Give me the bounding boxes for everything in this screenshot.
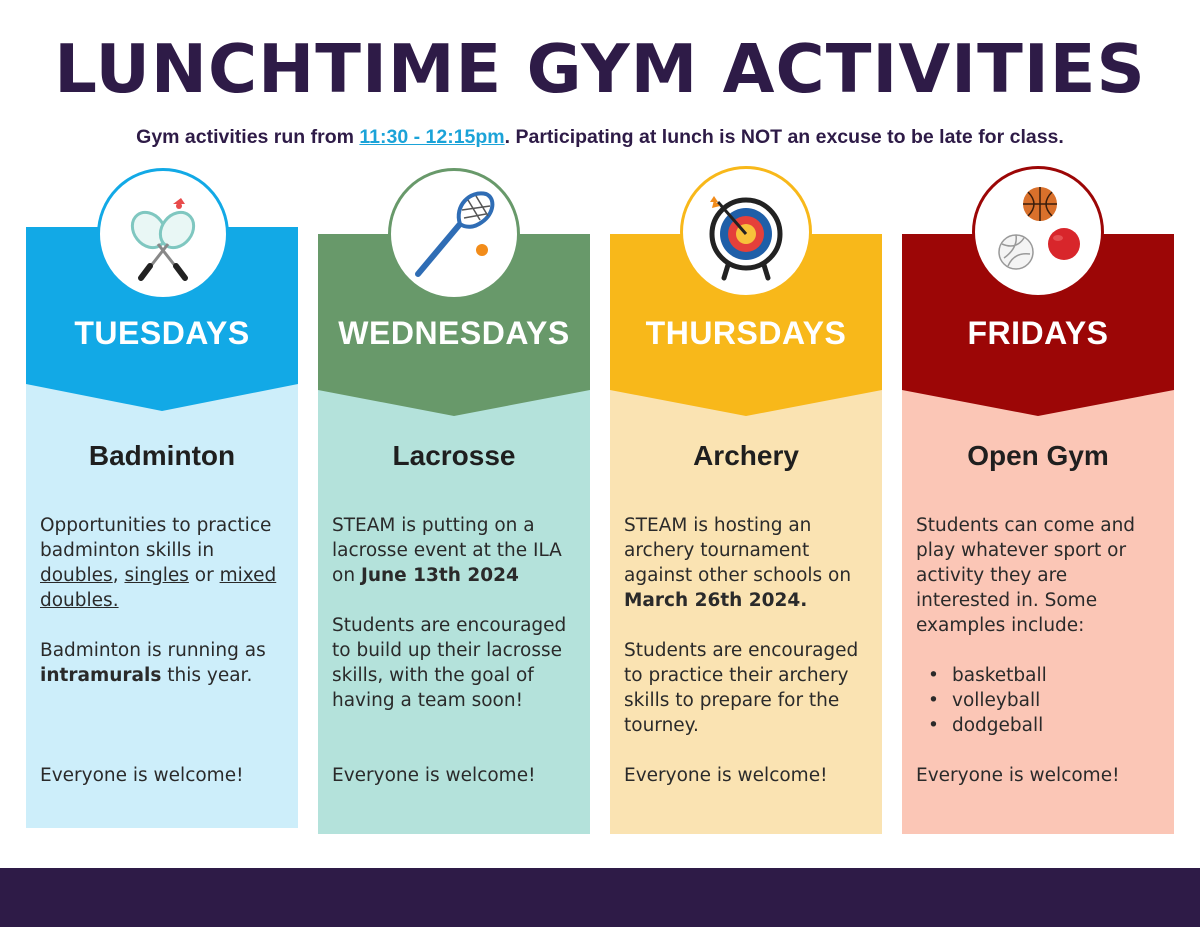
footer-bar xyxy=(0,868,1200,927)
sports-balls-icon xyxy=(988,182,1088,282)
activity-description xyxy=(624,513,874,763)
separator-text: , xyxy=(112,565,125,586)
welcome-text: Everyone is welcome! xyxy=(40,765,244,786)
list-item: • basketball xyxy=(916,663,1166,688)
icon-circle xyxy=(972,166,1104,298)
description-text: Students can come and play whatever sport or activity they are interested in. Some examples include: xyxy=(916,515,1136,636)
examples-list xyxy=(916,663,1166,738)
icon-circle xyxy=(97,168,229,300)
welcome-text: Everyone is welcome! xyxy=(332,765,536,786)
description-text: STEAM is putting on a lacrosse event at the ILA on xyxy=(332,515,562,586)
event-date: March 26th 2024. xyxy=(624,590,808,611)
card-thursdays xyxy=(610,0,882,927)
lacrosse-stick-icon xyxy=(404,184,504,284)
card-fridays xyxy=(902,0,1174,927)
activity-description xyxy=(332,513,582,738)
activity-title: Lacrosse xyxy=(392,440,516,471)
page-title: LUNCHTIME GYM ACTIVITIES xyxy=(54,30,1146,108)
day-label: TUESDAYS xyxy=(74,315,250,351)
schedule-time-link[interactable]: 11:30 - 12:15pm xyxy=(359,126,505,148)
description-text: STEAM is hosting an archery tournament against other schools on xyxy=(624,515,852,586)
welcome-text: Everyone is welcome! xyxy=(624,765,828,786)
list-item: • volleyball xyxy=(916,688,1166,713)
list-item: • dodgeball xyxy=(916,713,1166,738)
doubles-link[interactable]: doubles xyxy=(40,565,113,586)
welcome-text: Everyone is welcome! xyxy=(916,765,1120,786)
activity-title: Badminton xyxy=(88,440,236,471)
description-text: Opportunities to practice badminton skills in xyxy=(40,515,272,561)
icon-circle xyxy=(680,166,812,298)
activity-description xyxy=(916,513,1166,763)
card-tuesdays xyxy=(26,0,298,927)
activity-title: Archery xyxy=(693,440,799,471)
day-label: THURSDAYS xyxy=(645,315,847,351)
card-wednesdays xyxy=(318,0,590,927)
schedule-note-suffix: . Participating at lunch is NOT an excuse to be late for class. xyxy=(504,126,1064,148)
description-text: this year. xyxy=(161,665,253,686)
description-text: Badminton is running as xyxy=(40,640,266,661)
event-date: June 13th 2024 xyxy=(360,565,519,586)
day-label: WEDNESDAYS xyxy=(338,315,570,351)
intramurals-emphasis: intramurals xyxy=(40,665,162,686)
singles-link[interactable]: singles xyxy=(124,565,189,586)
day-label: FRIDAYS xyxy=(967,315,1109,351)
badminton-rackets-icon xyxy=(113,184,213,284)
separator-text: or xyxy=(188,565,220,586)
icon-circle xyxy=(388,168,520,300)
mixed-doubles-link[interactable]: mixed doubles. xyxy=(40,565,277,611)
archery-target-icon xyxy=(696,182,796,282)
description-text: Students are encouraged to practice their archery skills to prepare for the tourney. xyxy=(624,640,859,736)
schedule-note-prefix: Gym activities run from xyxy=(136,126,360,148)
activity-description xyxy=(40,513,290,713)
activity-title: Open Gym xyxy=(967,440,1109,471)
description-text: Students are encouraged to build up their lacrosse skills, with the goal of having a team soon! xyxy=(332,615,567,711)
